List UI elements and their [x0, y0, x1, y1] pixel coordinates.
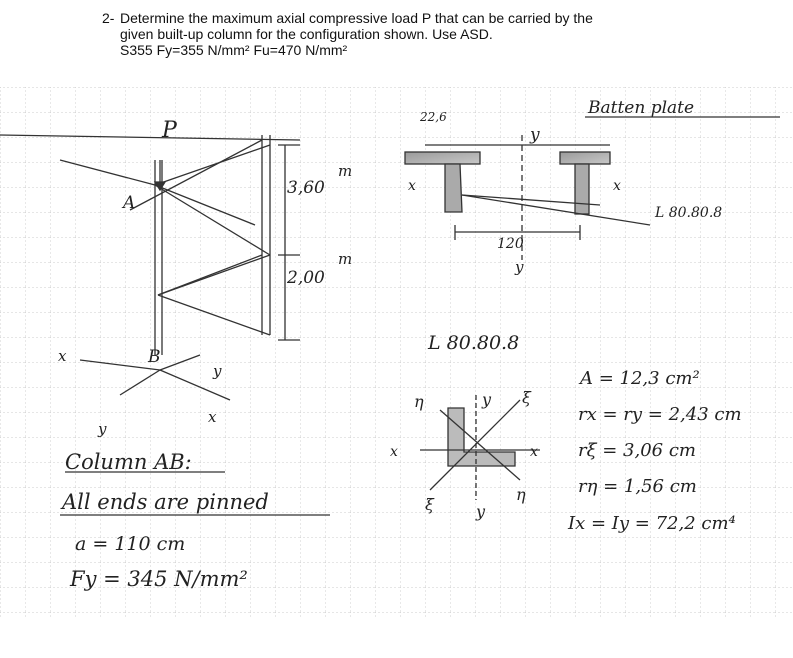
elevation-axis-y-right: y [213, 362, 222, 380]
angle-axis-x-left: x [390, 444, 398, 460]
property-r-xi: rξ = 3,06 cm [578, 440, 696, 461]
point-a-label: A [123, 193, 136, 213]
notes-line-2: a = 110 cm [75, 533, 186, 555]
problem-line-3: S355 Fy=355 N/mm² Fu=470 N/mm² [120, 42, 348, 58]
eta-axis-label-bottom: η [516, 485, 526, 504]
notes-line-3: Fy = 345 N/mm² [70, 567, 248, 591]
angle-callout: L 80.80.8 [655, 205, 723, 221]
elevation-axis-x-left: x [58, 347, 67, 365]
section-spacing: 120 [497, 236, 524, 252]
height-lower: 2,00 [287, 268, 325, 288]
section-axis-x-right: x [613, 178, 621, 194]
height-upper-unit: m [338, 162, 353, 180]
property-r-eta: rη = 1,56 cm [578, 476, 697, 497]
property-area: A = 12,3 cm² [580, 368, 700, 389]
section-axis-y-bottom: y [515, 258, 524, 276]
problem-line-2: given built-up column for the configuration shown. Use ASD. [120, 26, 493, 42]
problem-line-1: Determine the maximum axial compressive load P that can be carried by the [120, 10, 593, 26]
batten-plate-label: Batten plate [588, 98, 695, 118]
height-lower-unit: m [338, 250, 353, 268]
angle-detail-title: L 80.80.8 [428, 332, 520, 354]
elevation-axis-y-left: y [98, 420, 107, 438]
notes-line-1: All ends are pinned [62, 490, 269, 514]
height-upper: 3,60 [287, 178, 325, 198]
load-label: P [162, 118, 177, 143]
property-rx-ry: rx = ry = 2,43 cm [578, 404, 742, 425]
elevation-axis-x-right: x [208, 408, 217, 426]
section-axis-y-top: y [530, 125, 540, 145]
eta-axis-label: η [414, 392, 424, 411]
angle-axis-y-bottom: y [476, 502, 486, 521]
section-axis-x-left: x [408, 178, 416, 194]
section-dim-top: 22,6 [420, 110, 447, 124]
point-b-label: B [148, 347, 161, 367]
angle-axis-x-right: x [530, 444, 538, 460]
notes-title: Column AB: [65, 450, 192, 474]
problem-number: 2- [102, 10, 115, 26]
property-ix-iy: Ix = Iy = 72,2 cm⁴ [568, 513, 736, 534]
xi-axis-label: ξ [522, 388, 531, 407]
angle-axis-y-top: y [482, 390, 492, 409]
xi-axis-label-bottom: ξ [425, 495, 434, 514]
